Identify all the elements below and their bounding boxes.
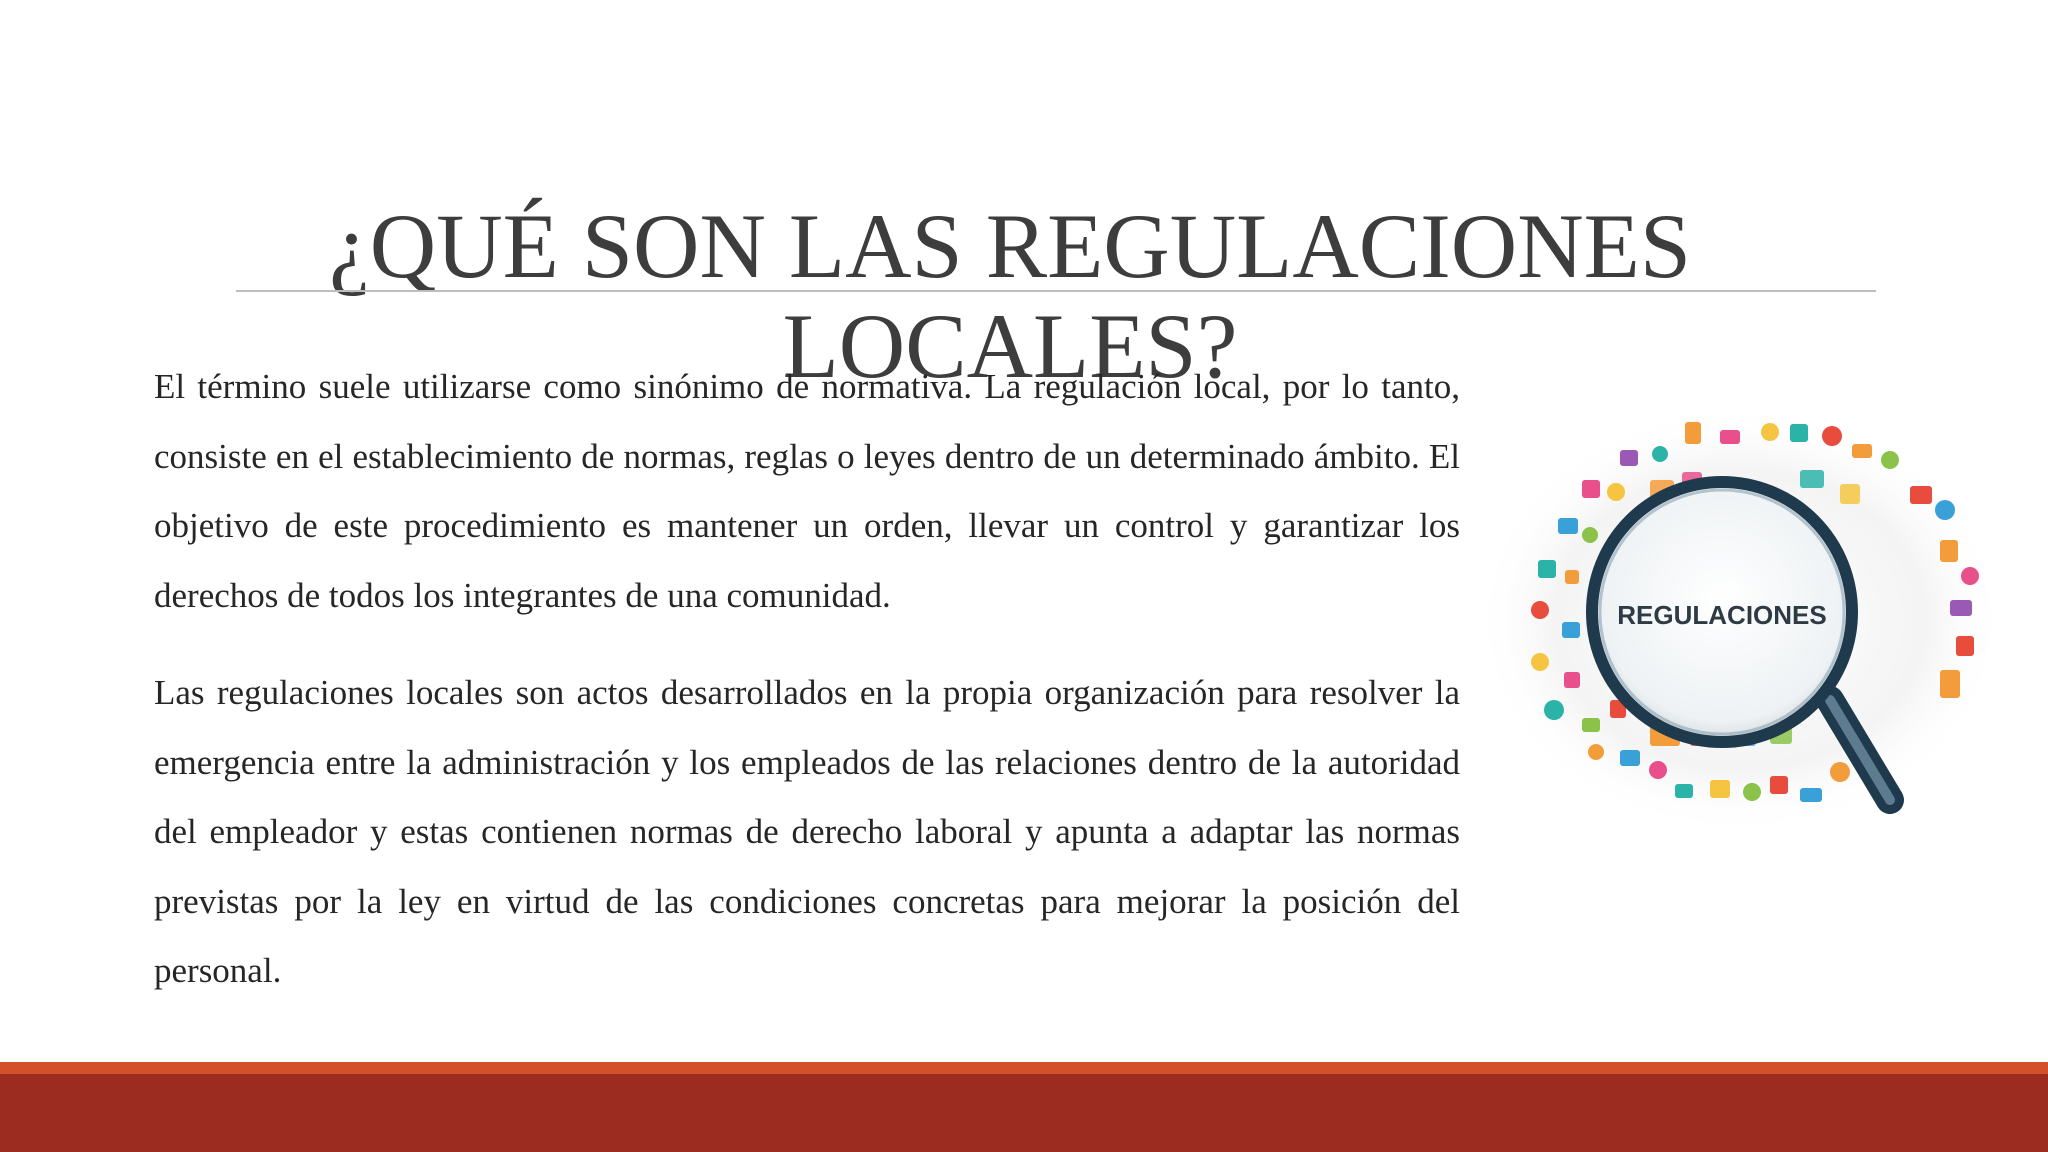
regulations-illustration	[1470, 400, 2010, 840]
footer-bar	[0, 1074, 2048, 1152]
body-text	[154, 352, 1460, 1034]
title-underline	[236, 290, 1876, 292]
slide-title: ¿QUÉ SON LAS REGULACIONES LOCALES?	[328, 195, 1692, 397]
paragraph-definition: El término suele utilizarse como sinónimo de normativa. La regulación local, por lo tanto, consiste en el establecimiento de normas, reglas o leyes dentro de un determinado ámbito. El objetivo de este procedimiento es mantener un orden, llevar un control y garantizar los derechos de todos los integrantes de una comunidad.	[154, 367, 1460, 615]
svg-text:REGULACIONES: REGULACIONES	[1617, 600, 1827, 630]
footer-accent-line	[0, 1062, 2048, 1074]
paragraph-local-regulations: Las regulaciones locales son actos desarrollados en la propia organización para resolver la emergencia entre la administración y los empleados de las relaciones dentro de la autoridad del empleador y estas contienen normas de derecho laboral y apunta a adaptar las normas previstas por la ley en virtud de las condiciones concretas para mejorar la posición del personal.	[154, 673, 1460, 990]
